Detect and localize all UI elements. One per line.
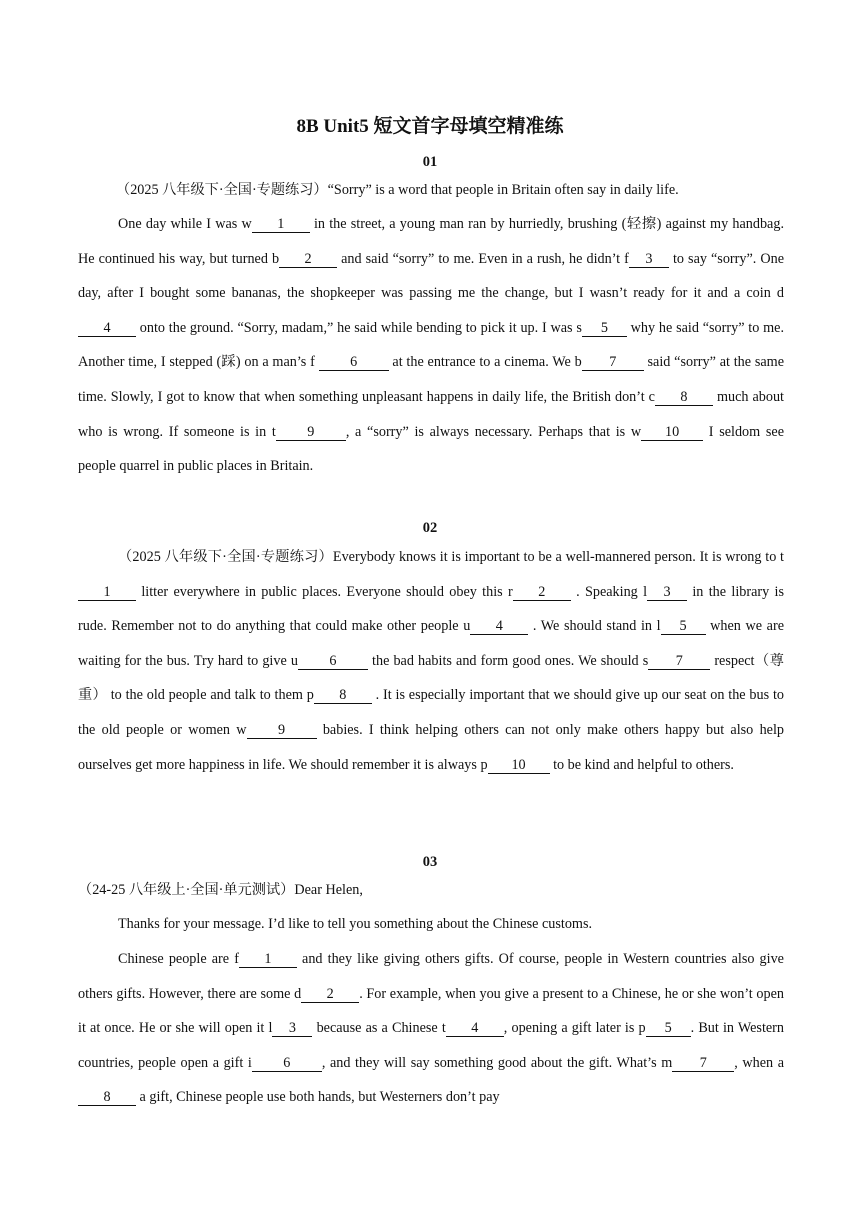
passage-text: . It is especially important that we should give up our seat on the bus to the old people or women w (78, 687, 784, 738)
answer-blank[interactable]: 7 (582, 354, 644, 371)
answer-blank[interactable]: 9 (247, 722, 317, 739)
source-label: （2025 八年级下·全国·专题练习） (116, 182, 328, 198)
answer-blank[interactable]: 6 (252, 1055, 322, 1072)
passage-text: , and they will say something good about the gift. What’s m (321, 1054, 673, 1071)
passage-text: why he said “sorry” to me. Another time, I stepped (踩) on a man’s f (78, 319, 784, 371)
passage-text: to say “sorry”. One day, after I bought some bananas, the shopkeeper was passing me the change, but I wasn’t ready for it and a coin d (78, 250, 784, 302)
answer-blank[interactable]: 10 (488, 757, 550, 774)
passage (78, 942, 784, 1115)
answer-blank[interactable]: 8 (314, 687, 372, 704)
passage-text: . For example, when you give a present to a Chinese, he or she won’t open it at once. He or she will open it l (78, 985, 784, 1037)
answer-blank[interactable]: 2 (513, 584, 571, 601)
answer-blank[interactable]: 8 (78, 1089, 136, 1106)
passage-text: , opening a gift later is p (503, 1020, 646, 1037)
passage-text: onto the ground. “Sorry, madam,” he said while bending to pick it up. I was s (136, 319, 582, 336)
passage-text: at the entrance to a cinema. We b (388, 354, 582, 371)
greeting: Dear Helen, (294, 882, 363, 898)
passage-text: much about who is wrong. If someone is in t (78, 388, 784, 440)
answer-blank[interactable]: 7 (648, 653, 710, 670)
answer-blank[interactable]: 5 (582, 320, 627, 337)
passage-text: and said “sorry” to me. Even in a rush, he didn’t f (337, 250, 629, 267)
passage-text: and they like giving others gifts. Of course, people in Western countries also give others gifts. However, there are some d (78, 951, 784, 1002)
answer-blank[interactable]: 3 (272, 1020, 312, 1037)
answer-blank[interactable]: 4 (446, 1020, 504, 1037)
answer-blank[interactable]: 10 (641, 424, 703, 441)
passage (78, 540, 784, 782)
passage-text: I seldom see people quarrel in public places in Britain. (78, 423, 784, 475)
passage-text: , when a (734, 1054, 785, 1071)
source-label: （2025 八年级下·全国·专题练习） (118, 549, 333, 565)
passage-text: Everybody knows it is important to be a well-mannered person. It is wrong to t (332, 549, 784, 565)
section-source (116, 180, 679, 200)
answer-blank[interactable]: 2 (301, 986, 359, 1003)
answer-blank[interactable]: 6 (319, 354, 389, 371)
answer-blank[interactable]: 4 (78, 320, 136, 337)
passage-text: in the street, a young man ran by hurriedly, brushing (轻擦) against my handbag. He continued his way, but turned b (78, 216, 784, 267)
letter-line: Thanks for your message. I’d like to tell you something about the Chinese customs. (118, 916, 593, 932)
passage-text: in the library is rude. Remember not to do anything that could make other people u (78, 583, 784, 635)
passage-text: a gift, Chinese people use both hands, but Westerners don’t pay (136, 1089, 500, 1106)
answer-blank[interactable]: 3 (629, 251, 669, 268)
passage-text: babies. I think helping others can not only make others happy but also help ourselves get more happiness in life. We should remember it is always p (78, 721, 784, 773)
section-number: 02 (422, 520, 438, 536)
answer-blank[interactable]: 2 (279, 251, 337, 268)
passage-text: because as a Chinese t (312, 1020, 446, 1037)
passage-text: . Speaking l (570, 583, 648, 600)
answer-blank[interactable]: 1 (239, 951, 297, 968)
source-label: （24-25 八年级上·全国·单元测试） (78, 882, 295, 898)
answer-blank[interactable]: 5 (661, 618, 706, 635)
passage-text: , a “sorry” is always necessary. Perhaps that is w (345, 423, 642, 440)
intro-text: “Sorry” is a word that people in Britain often say in daily life. (327, 182, 679, 198)
passage-text: litter everywhere in public places. Everyone should obey this r (136, 583, 513, 600)
passage-text: One day while I was w (118, 216, 252, 232)
answer-blank[interactable]: 6 (298, 653, 368, 670)
answer-blank[interactable]: 3 (647, 584, 687, 601)
section-number: 03 (422, 854, 438, 870)
answer-blank[interactable]: 5 (646, 1020, 691, 1037)
passage-text: said “sorry” at the same time. Slowly, I got to know that when something unpleasant happens in daily life, the British don’t c (78, 354, 785, 405)
passage-text: . We should stand in l (528, 618, 661, 635)
answer-blank[interactable]: 4 (470, 618, 528, 635)
answer-blank[interactable]: 1 (78, 584, 136, 601)
passage (78, 207, 784, 484)
answer-blank[interactable]: 1 (252, 216, 310, 233)
page-title: 8B Unit5 短文首字母填空精准练 (296, 116, 564, 137)
answer-blank[interactable]: 7 (672, 1055, 734, 1072)
passage-text: Chinese people are f (118, 951, 239, 967)
section-number: 01 (422, 154, 438, 170)
passage-text: respect（尊重） to the old people and talk to them p (78, 652, 784, 704)
answer-blank[interactable]: 9 (276, 424, 346, 441)
section-source (78, 880, 363, 900)
passage-text: the bad habits and form good ones. We should s (367, 652, 649, 669)
passage-text: . But in Western countries, people open a gift i (78, 1020, 785, 1071)
passage-text: to be kind and helpful to others. (549, 756, 734, 773)
passage-text: when we are waiting for the bus. Try hard to give u (78, 618, 784, 669)
answer-blank[interactable]: 8 (655, 389, 713, 406)
